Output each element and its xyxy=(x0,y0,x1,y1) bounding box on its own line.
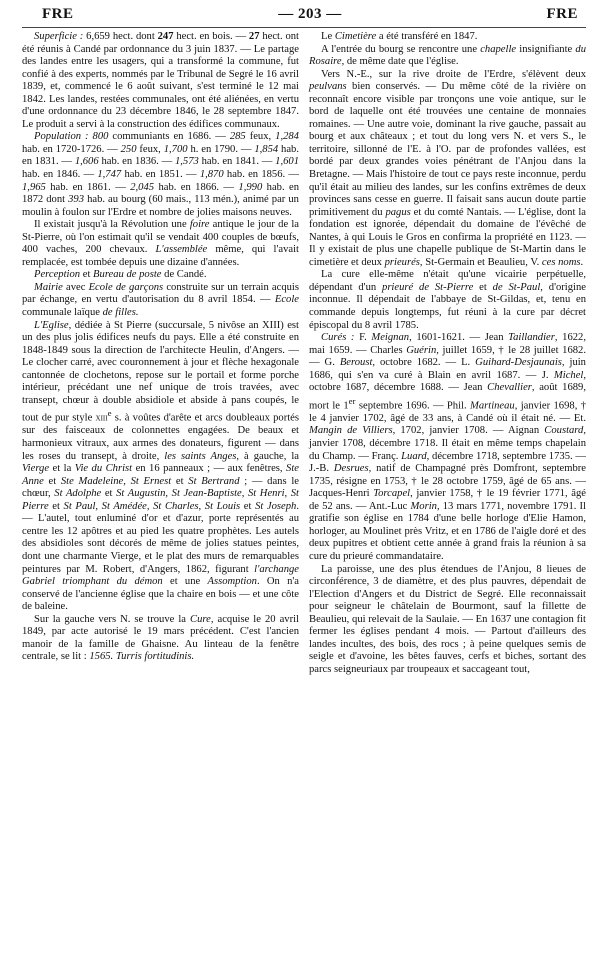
text-columns xyxy=(22,31,586,676)
paragraph: Sur la gauche vers N. se trouve la Cure, acquise le 20 avril 1849, par acte autorisé le 19 mars précédent. C'est l'ancien manoir de la famille de Ghaisne. Au linteau de la fenêtre centrale, se lit : 1565. Turris fortitudinis. xyxy=(22,613,299,663)
left-column xyxy=(22,31,299,676)
paragraph: A l'entrée du bourg se rencontre une chapelle insignifiante du Rosaire, de même date que l'église. xyxy=(309,43,586,68)
paragraph: Mairie avec Ecole de garçons construite sur un terrain acquis par échange, en vertu d'autorisation du 8 avril 1854. — Ecole communale laïque de filles. xyxy=(22,281,299,319)
running-header xyxy=(22,6,586,28)
paragraph: Perception et Bureau de poste de Candé. xyxy=(34,269,207,281)
paragraph: Il existait jusqu'à la Révolution une foire antique le jour de la St-Pierre, où l'on estimait qu'il se vendait 400 couples de bœufs, 400 vaches, 200 chevaux. L'assemblée même, qui l'avait remplacée, est tombée depuis une dizaine d'années. xyxy=(22,219,299,268)
page-number: — 203 — xyxy=(278,6,342,22)
paragraph: La cure elle-même n'était qu'une vicairie perpétuelle, dépendant d'un prieuré de St-Pierre et de St-Paul, d'origine inconnue. Il dépendait de l'abbaye de St-Gildas, et, tenu en commande depuis longtemps, fut réuni à la cure par décret épiscopal du 8 avril 1785. xyxy=(309,269,586,331)
header-right: FRE xyxy=(546,6,578,22)
paragraph: La paroisse, une des plus étendues de l'Anjou, 8 lieues de circonférence, 3 de diamètre, et des plus pauvres, dépendait de l'Election d'Angers et du District de Segré. Elle reconnaissait pour seigneur le châtelain de Bourmont, sauf la fillette de Beaulieu, qui relevait de la Saulaie. — En 1637 une contagion fit fermer les églises pendant 4 mois. — Partout d'ailleurs des landes incultes, des bois, des rocs ; à peine quelques semis de seigle et d'avoine, les bêtes fauves, cerfs et biches, sortant des parcs seigneuriaux par troupeaux et saccageant tout, xyxy=(309,563,586,675)
paragraph: Vers N.-E., sur la rive droite de l'Erdre, s'élèvent deux peulvans bien conservés. — Du même côté de la rivière on reconnaît encore visible par tronçons une voie antique, sur le bord de laquelle ont été trouvées une centaine de monnaies romaines. — Une autre voie, dominant la rive gauche, passait au bourg et aux châteaux ; et tout du long vers N. et vers S., le territoire, sillonné de l'E. à l'O. par de profondes vallées, est bordé par deux grandes voies pénétrant de l'Anjou dans la Bretagne. — Mais l'histoire de tout ce pays reste inconnue, perdu qu'il était au milieu des landes, sur les confins extrêmes de deux provinces sans cesse en guerre. Il faisait sans aucun doute partie primitivement du pagus et du comté Nantais. — L'église, dont la fondation est ignorée, dépendait du domaine de l'évêché de Nantes, à qui Louis le Gros en confirma la propriété en 1123. — Il y existait de plus une chapelle publique de St-Martin dans le cimetière et deux prieurés, St-Germain et Beaulieu, V. ces noms. xyxy=(309,68,586,268)
right-column xyxy=(309,31,586,676)
paragraph: Population : 800 communiants en 1686. — 285 feux, 1,284 hab. en 1720-1726. — 250 feux, 1,700 h. en 1790. — 1,854 hab. en 1831. — 1,606 hab. en 1836. — 1,573 hab. en 1841. — 1,601 hab. en 1846. — 1,747 hab. en 1851. — 1,870 hab. en 1856. — 1,965 hab. en 1861. — 2,045 hab. en 1866. — 1,990 hab. en 1872 dont 393 hab. au bourg (60 mais., 113 mén.), animé par un moulin à foulon sur l'Erdre et nombre de jolies maisons neuves. xyxy=(22,131,300,218)
paragraph: Superficie : 6,659 hect. dont 247 hect. en bois. — 27 hect. ont été réunis à Candé par ordonnance du 3 juin 1837. — Le partage des landes entre les usagers, qui a transformé la commune, fut confié à des experts, nommés par le Tribunal de Segré le 16 avril 1839, et, commencé le 6 août suivant, s'est terminé le 12 mai 1842. Les landes, restées communales, ont été aliénées, en vertu d'une ordonnance du 23 décembre 1846, le 28 septembre 1847. Le produit a servi à la construction des édifices communaux. xyxy=(22,31,299,130)
header-left: FRE xyxy=(42,6,74,22)
paragraph: L'Eglise, dédiée à St Pierre (succursale, 5 nivôse an XIII) est un des plus jolis édifices neufs du pays. Elle a été construite en 1848-1849 sous la direction de l'architecte Heulin, d'Angers. — Le clocher carré, avec couronnement à jour et flèche hexagonale cantonnée de clochetons, repose sur le portail et forme porche intérieur, précédant une nef unique de trois travées, avec transept, chœur à double absidiole et abside à pans coupés, le tout de pur style xiii$^e$ s. à voûtes d'arête et arcs doubleaux portés sur des faisceaux de colonnettes engagées. De beaux et harmonieux vitraux, aux armes des donateurs, figurent — dans les roses du transept, à droite, les saints Anges, à gauche, la Vierge et la Vie du Christ en 16 panneaux ; — aux fenêtres, Ste Anne et Ste Madeleine, St Ernest et St Bertrand ; — dans le chœur, St Adolphe et St Augustin, St Jean-Baptiste, St Henri, St Pierre et St Paul, St Amédée, St Charles, St Louis et St Joseph. — L'autel, tout enluminé d'or et d'azur, porte représentés au centre les 12 apôtres et au pied les quatre prophètes. Les autels des absidioles sont décorés de même de jolies statues peintes, dont une charmante Vierge, et le plat des murs de remarquables peintures par M. Robert, d'Angers, 1862, figurant l'archange Gabriel triomphant du démon et une Assomption. On n'a conservé de l'ancienne église que la chaire en bois — et une côte de baleine. xyxy=(22,319,300,613)
paragraph: Curés : F. Meignan, 1601-1621. — Jean Taillandier, 1622, mai 1659. — Charles Guérin, juillet 1659, † le 28 juillet 1682. — G. Beroust, octobre 1682. — L. Guihard-Desjaunais, juin 1686, qui s'en va curé à Blain en avril 1687. — J. Michel, octobre 1687, décembre 1688. — Jean Chevallier, août 1689, mort le 1er septembre 1696. — Phil. Martineau, janvier 1698, † le 4 janvier 1702, âgé de 33 ans, à Candé où il était né. — Et. Mangin de Villiers, 1702, janvier 1708. — Aignan Coustard, janvier 1708, décembre 1718. Il était en même temps chapelain du Champ. — Franç. Luard, décembre 1718, septembre 1735. — J.-B. Desrues, natif de Champagné près Domfront, septembre 1735, résigne en 1753, † le 28 octobre 1759, âgé de 65 ans. — Jacques-Henri Torcapel, janvier 1758, † le 19 février 1771, âgé de 52 ans. — Ant.-Luc Morin, 13 mars 1771, novembre 1791. Il gratifie son église en 1784 d'une belle horloge d'Elie Hamon, horloger, au Moulinet près Vritz, et en 1786 de l'aigle doré et des deux pupitres et obtient cette année à grand frais la réunion à sa cure du prieuré commandataire. xyxy=(309,332,586,562)
paragraph: Le Cimetière a été transféré en 1847. xyxy=(321,31,478,42)
